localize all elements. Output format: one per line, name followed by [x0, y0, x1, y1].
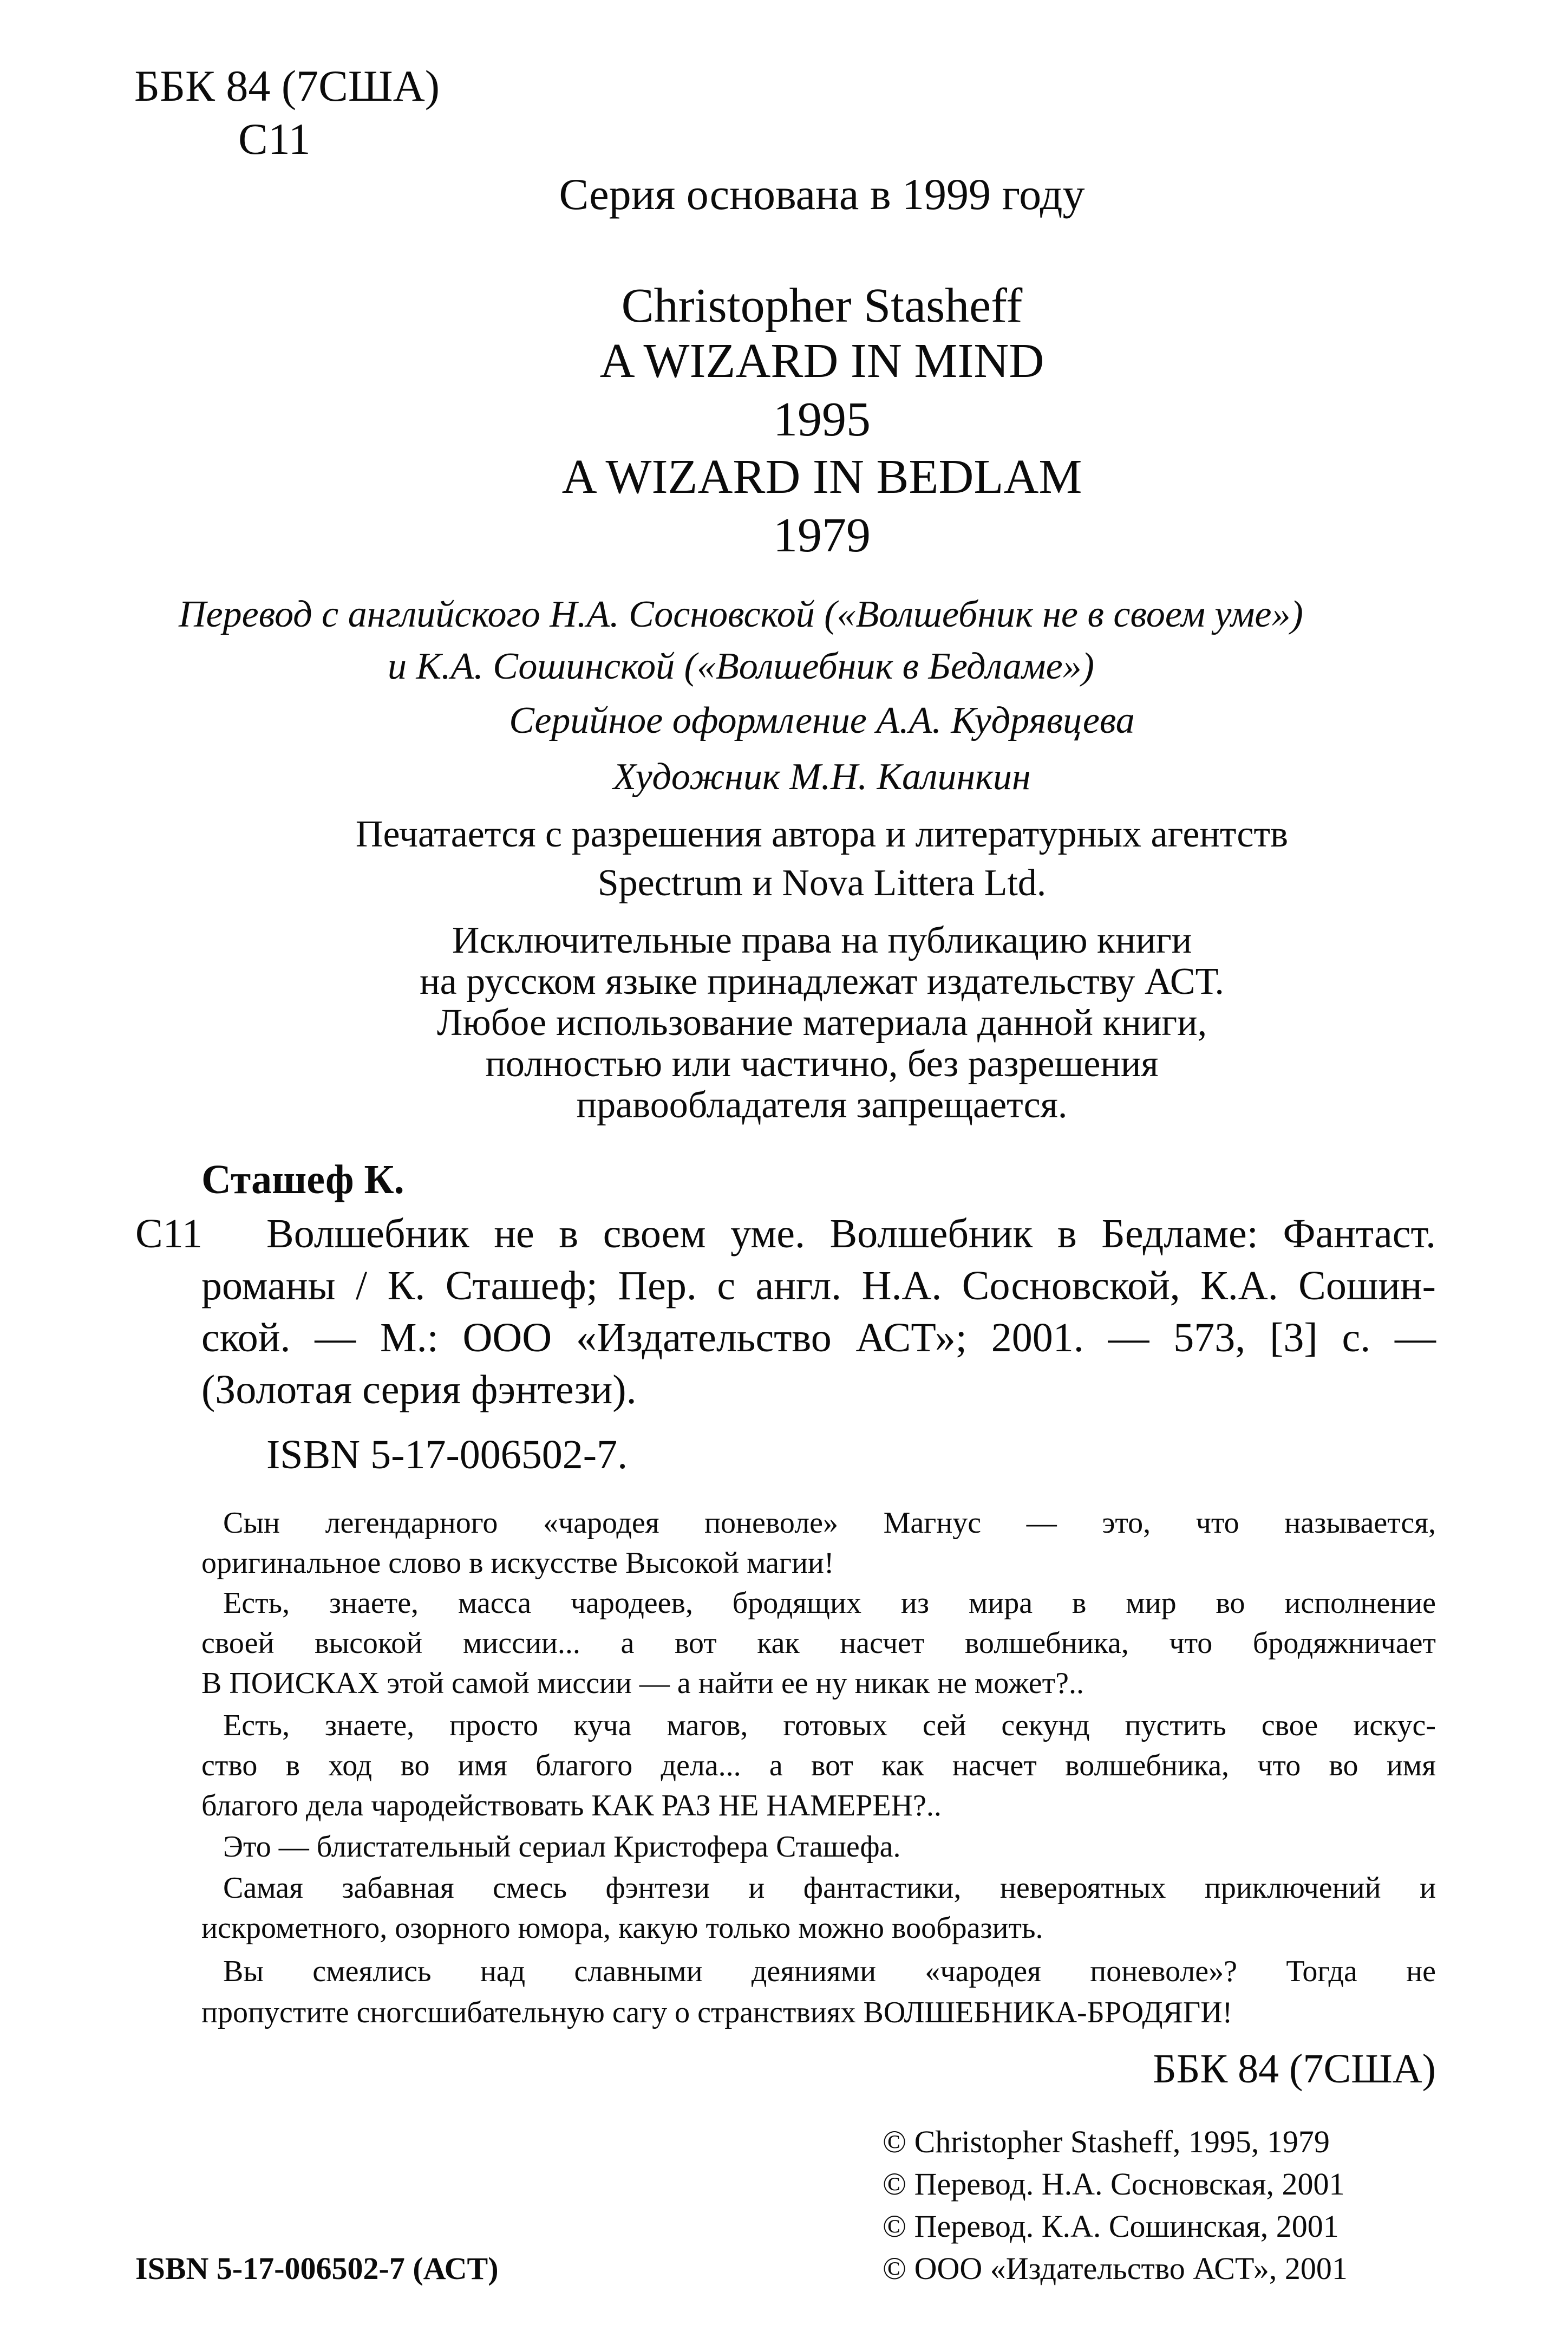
bib-author-heading: Сташеф К. [201, 1157, 404, 1202]
rights-line: полностью или частично, без разрешения [485, 1043, 1159, 1085]
isbn-bottom: ISBN 5-17-006502-7 (АСТ) [135, 2251, 499, 2286]
bib-isbn: ISBN 5-17-006502-7. [266, 1432, 628, 1477]
annotation-line: искрометного, озорного юмора, какую только можно вообразить. [201, 1911, 1043, 1945]
annotation-line: оригинальное слово в искусстве Высокой магии! [201, 1546, 834, 1580]
original-author: Christopher Stasheff [621, 279, 1023, 333]
permission-line-2: Spectrum и Nova Littera Ltd. [597, 862, 1047, 904]
artist-credit: Художник М.Н. Калинкин [613, 756, 1031, 798]
bib-line: ской. — М.: ООО «Издательство АСТ»; 2001. — 573, [3] с. — [201, 1315, 1436, 1360]
translation-credit-line-2: и К.А. Сошинской («Волшебник в Бедламе») [388, 646, 1094, 687]
copyright-line: © Christopher Stasheff, 1995, 1979 [883, 2124, 1330, 2159]
translation-credit-line-1: Перевод с английского Н.А. Сосновской («Волшебник не в своем уме») [179, 594, 1303, 635]
bib-line: (Золотая серия фэнтези). [201, 1367, 637, 1412]
original-title-1: A WIZARD IN MIND [599, 334, 1044, 388]
bib-index: С11 [135, 1211, 202, 1256]
original-year-2: 1979 [773, 509, 871, 562]
annotation-line: пропустите сногсшибательную сагу о странствиях ВОЛШЕБНИКА-БРОДЯГИ! [201, 1996, 1233, 2029]
bbk-code-bottom: ББК 84 (7США) [1153, 2046, 1436, 2092]
annotation-line: В ПОИСКАХ этой самой миссии — а найти ее ну никак не может?.. [201, 1666, 1084, 1700]
annotation-line: благого дела чародействовать КАК РАЗ НЕ НАМЕРЕН?.. [201, 1789, 942, 1822]
annotation-line: Есть, знаете, масса чародеев, бродящих из мира в мир во исполнение [223, 1586, 1436, 1620]
series-note: Серия основана в 1999 году [559, 170, 1085, 219]
design-credit: Серийное оформление А.А. Кудрявцева [509, 700, 1135, 741]
annotation-line: Самая забавная смесь фэнтези и фантастики, невероятных приключений и [223, 1871, 1436, 1905]
annotation-line: Сын легендарного «чародея поневоле» Магнус — это, что называется, [223, 1506, 1436, 1540]
annotation-line: Есть, знаете, просто куча магов, готовых сей секунд пустить свое искус- [223, 1709, 1436, 1742]
original-year-1: 1995 [773, 393, 871, 446]
bib-line: романы / К. Сташеф; Пер. с англ. Н.А. Сосновской, К.А. Сошин- [201, 1263, 1436, 1308]
annotation-line: ство в ход во имя благого дела... а вот как насчет волшебника, что во имя [201, 1749, 1436, 1782]
bib-line: Волшебник не в своем уме. Волшебник в Бедламе: Фантаст. [266, 1211, 1436, 1256]
copyright-line: © Перевод. К.А. Сошинская, 2001 [883, 2209, 1339, 2244]
annotation-line: Это — блистательный сериал Кристофера Сташефа. [223, 1830, 901, 1864]
annotation-line: Вы смеялись над славными деяниями «чародея поневоле»? Тогда не [223, 1955, 1436, 1988]
rights-line: правообладателя запрещается. [576, 1084, 1068, 1126]
rights-line: Любое использование материала данной книги, [436, 1002, 1207, 1044]
rights-line: Исключительные права на публикацию книги [452, 920, 1192, 961]
bbk-code-top: ББК 84 (7США) [134, 61, 440, 110]
copyright-line: © ООО «Издательство АСТ», 2001 [883, 2251, 1348, 2286]
permission-line-1: Печатается с разрешения автора и литературных агентств [355, 813, 1289, 855]
original-title-2: A WIZARD IN BEDLAM [561, 450, 1082, 504]
annotation-line: своей высокой миссии... а вот как насчет волшебника, что бродяжничает [201, 1626, 1436, 1660]
author-index-top: С11 [238, 114, 311, 164]
rights-line: на русском языке принадлежат издательству АСТ. [420, 961, 1224, 1002]
copyright-line: © Перевод. Н.А. Сосновская, 2001 [883, 2166, 1345, 2202]
